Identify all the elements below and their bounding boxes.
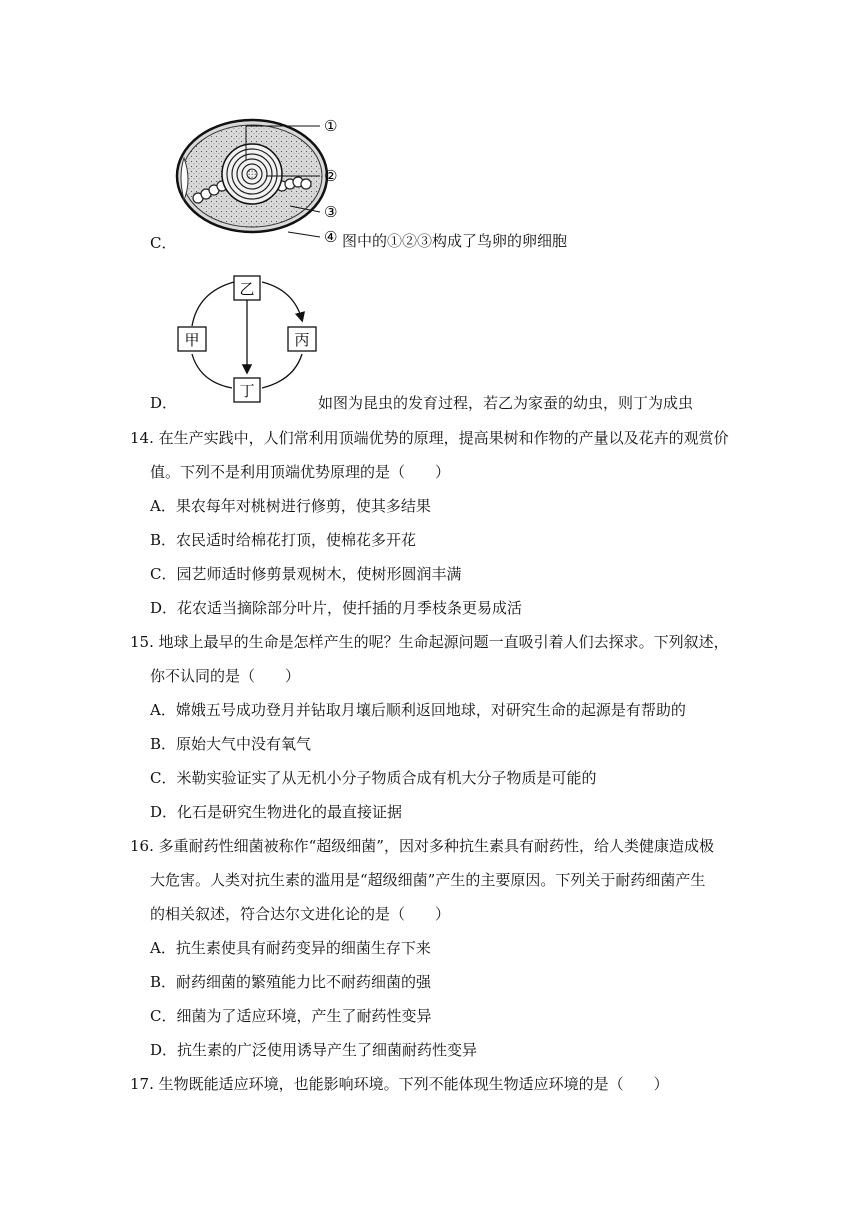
q14-stem-line2: 值。下列不是利用顶端优势原理的是（ ） xyxy=(150,463,451,481)
marker-3: ③ xyxy=(324,203,338,221)
marker-4: ④ xyxy=(324,228,338,246)
q15-stem-line2: 你不认同的是（ ） xyxy=(150,667,301,685)
q16-option-d: D．抗生素的广泛使用诱导产生了细菌耐药性变异 xyxy=(150,1041,478,1059)
q13-option-d-letter: D． xyxy=(150,394,178,412)
q15-option-c: C．米勒实验证实了从无机小分子物质合成有机大分子物质是可能的 xyxy=(150,769,597,787)
q15-option-b: B．原始大气中没有氧气 xyxy=(150,735,312,753)
q15-stem-line1: 15. 地球上最早的生命是怎样产生的呢？生命起源问题一直吸引着人们去探求。下列叙述， xyxy=(130,633,729,651)
insect-development-cycle xyxy=(170,272,330,407)
q14-option-d: D．花农适当摘除部分叶片，使扦插的月季枝条更易成活 xyxy=(150,599,523,617)
bird-egg-diagram xyxy=(170,110,370,255)
q16-option-a: A．抗生素使具有耐药变异的细菌生存下来 xyxy=(150,939,431,957)
q14-stem-line1: 14. 在生产实践中，人们常利用顶端优势的原理，提高果树和作物的产量以及花卉的观赏价 xyxy=(130,429,729,447)
q13-option-c-caption: 图中的①②③构成了鸟卵的卵细胞 xyxy=(342,232,568,250)
node-bing: 丙 xyxy=(294,331,310,349)
q16-stem-line1: 16. 多重耐药性细菌被称作“超级细菌”，因对多种抗生素具有耐药性，给人类健康造成极 xyxy=(130,837,714,855)
marker-1: ① xyxy=(324,117,338,135)
q16-option-b: B．耐药细菌的繁殖能力比不耐药细菌的强 xyxy=(150,973,432,991)
q14-option-c: C．园艺师适时修剪景观树木，使树形圆润丰满 xyxy=(150,565,462,583)
q16-stem-line2: 大危害。人类对抗生素的滥用是“超级细菌”产生的主要原因。下列关于耐药细菌产生 xyxy=(150,871,706,889)
q13-option-c-letter: C． xyxy=(150,234,177,252)
q16-stem-line3: 的相关叙述，符合达尔文进化论的是（ ） xyxy=(150,905,451,923)
q17-stem-line1: 17. 生物既能适应环境，也能影响环境。下列不能体现生物适应环境的是（ ） xyxy=(130,1075,669,1093)
q13-option-d-caption: 如图为昆虫的发育过程，若乙为家蚕的幼虫，则丁为成虫 xyxy=(318,394,694,412)
node-jia: 甲 xyxy=(184,331,200,349)
q15-option-a: A．嫦娥五号成功登月并钻取月壤后顺利返回地球，对研究生命的起源是有帮助的 xyxy=(150,701,686,719)
node-yi: 乙 xyxy=(239,280,255,298)
q16-option-c: C．细菌为了适应环境，产生了耐药性变异 xyxy=(150,1007,432,1025)
node-ding: 丁 xyxy=(239,382,255,400)
q14-option-b: B．农民适时给棉花打顶，使棉花多开花 xyxy=(150,531,417,549)
marker-2: ② xyxy=(324,167,338,185)
q14-option-a: A．果农每年对桃树进行修剪，使其多结果 xyxy=(150,497,431,515)
q15-option-d: D．化石是研究生物进化的最直接证据 xyxy=(150,803,403,821)
